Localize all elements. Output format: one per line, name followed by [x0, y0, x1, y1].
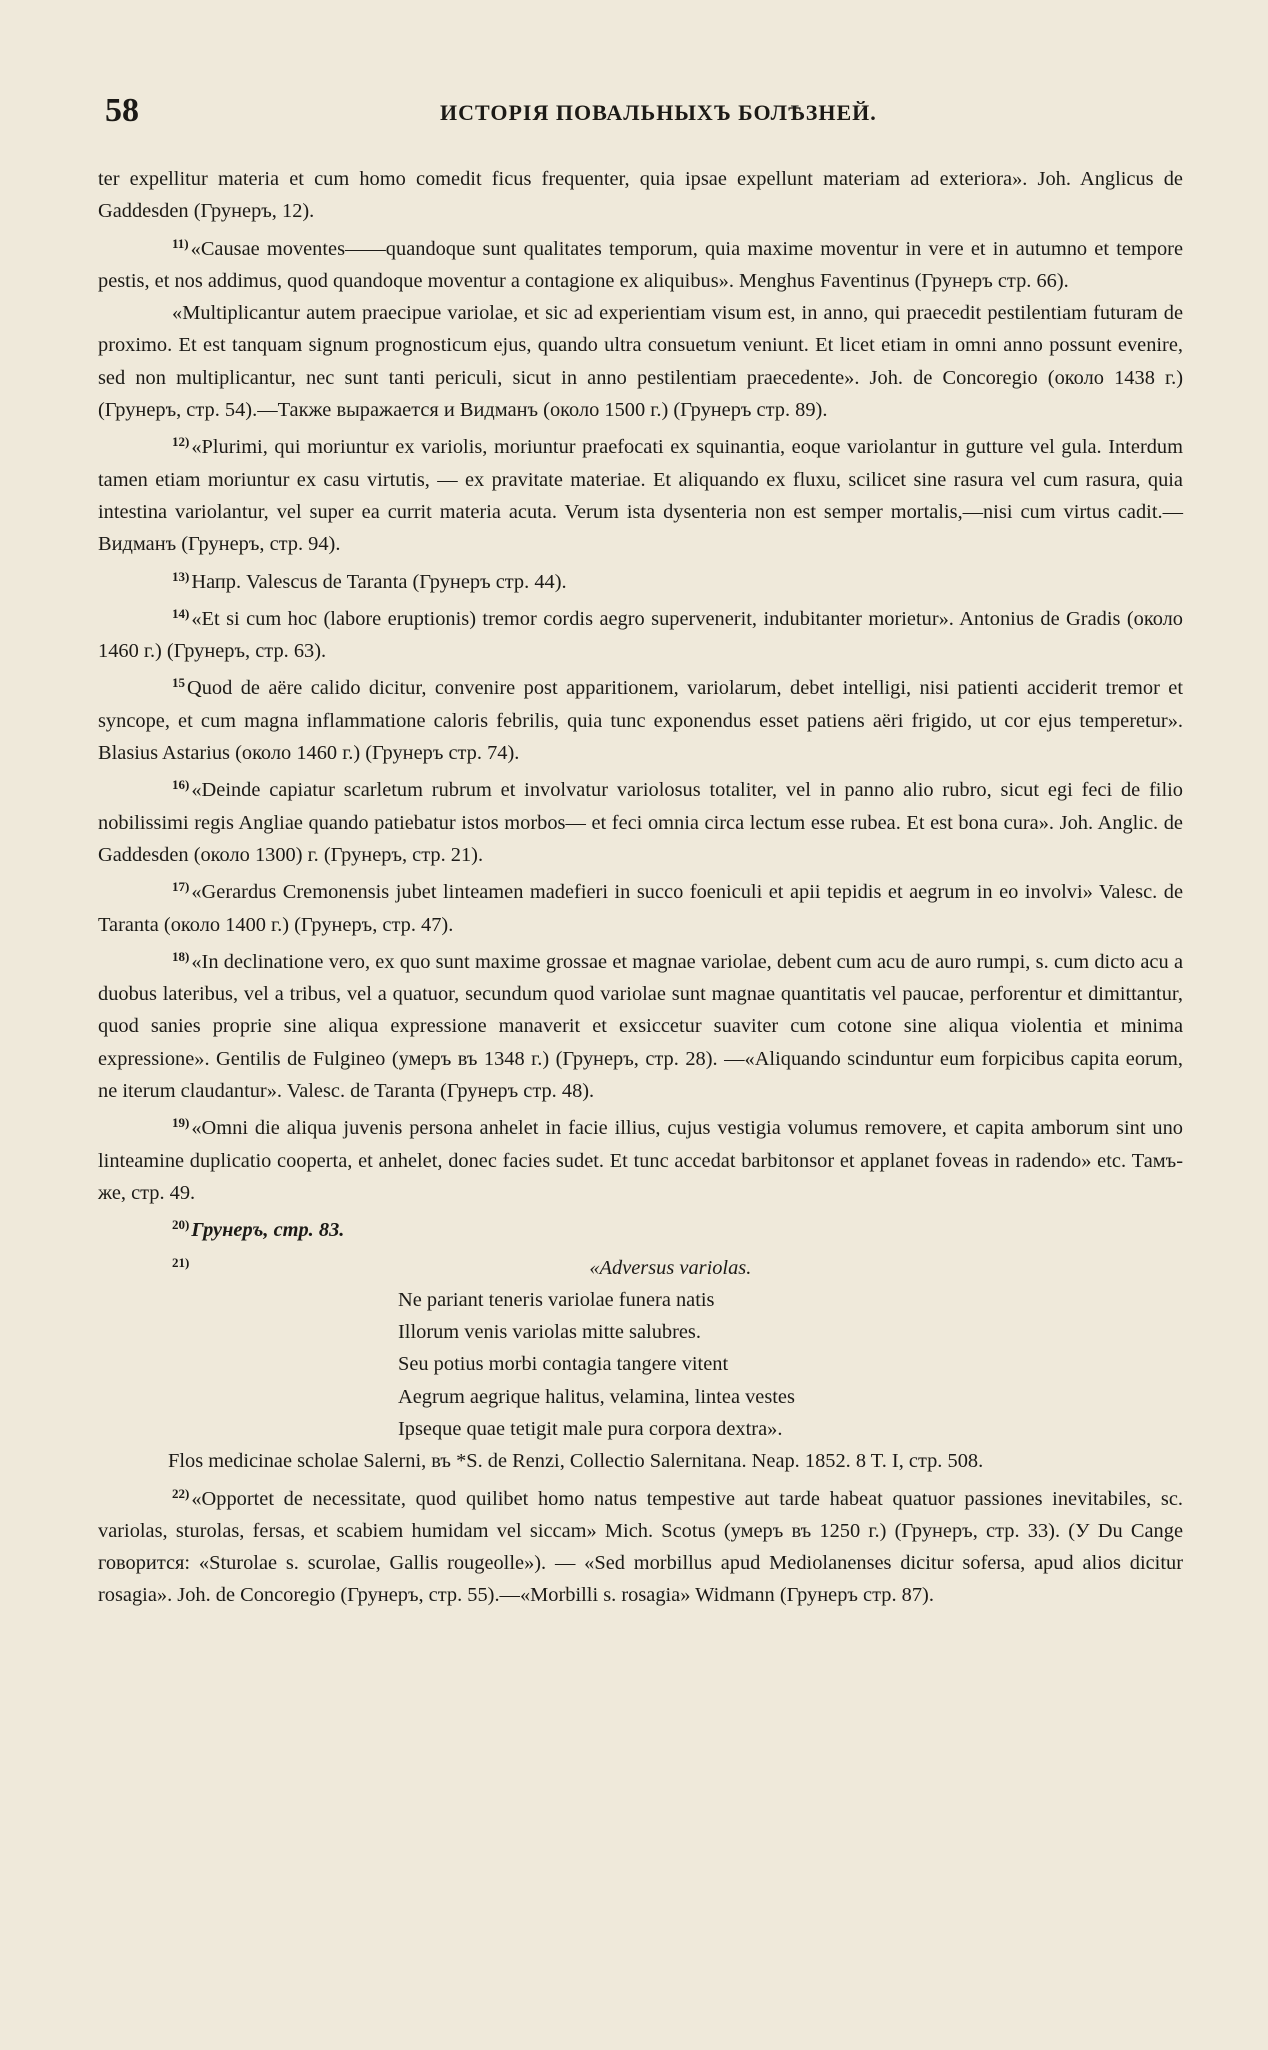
poem-verse-1: Ne pariant teneris variolae funera natis [398, 1288, 715, 1311]
page-number: 58 [105, 92, 139, 129]
poem-verse-3: Seu potius morbi contagia tangere vitent [398, 1353, 729, 1376]
poem-verse-2: Illorum venis variolas mitte salubres. [398, 1321, 701, 1344]
footnote-18: $^{18)}$«In declinatione vero, ex quo sunt maxime grossae et magnae variolae, debent cum acu de auro rumpi, s. cum dicto acu a duobus lateribus, vel a tribus, vel a quatuor, secundum quod variolae sunt magnae quantitatis vel paucae, perforentur et dimittantur, quod sanies proprie sine aliqua expressione manaverit et exsiccetur suaviter cum cotone sine aliqua violentia et minima expressione». Gentilis de Fulgineo (умеръ въ 1348 г.) (Грунеръ, стр. 28). —«Aliquando scinduntur eum forpicibus capita eorum, ne iterum claudantur». Valesc. de Taranta (Грунеръ стр. 48). [98, 948, 1183, 1103]
footnotes-body [98, 163, 1183, 1612]
footnote-mark: 11) [172, 235, 189, 251]
footnote-12: $^{12)}$«Plurimi, qui moriuntur ex variolis, moriuntur praefocati ex squinantia, eoque variolantur in gutture vel gula. Interdum tamen etiam moriuntur ex casu virtutis, — ex pravitate materiae. Et aliquando ex fluxu, scilicet sine rasura vel cum rasura, quia intestina variolantur, vel super ea currit materia acuta. Verum ista dysenteria non est semper mortalis,—nisi cum virtus cadit.—Видманъ (Грунеръ, стр. 94). [98, 434, 1183, 556]
footnote-mark: 19) [172, 1115, 190, 1131]
footnote-20: $^{20)}$Грунеръ, стр. 83. [172, 1217, 345, 1242]
footnote-17: $^{17)}$«Gerardus Cremonensis jubet linteamen madefieri in succo foeniculi et apii tepidis et aegrum in eo involvi» Valesc. de Taranta (около 1400 г.) (Грунеръ, стр. 47). [98, 879, 1183, 936]
footnote-15: $^{15}$Quod de aëre calido dicitur, convenire post apparitionem, variolarum, debet intelligi, nisi patienti acciderit tremor et syncope, et cum magna inflammatione caloris febrilis, quia tunc exponendus esset patiens aëri frigido, ut cor ejus temperetur». Blasius Astarius (около 1460 г.) (Грунеръ стр. 74). [98, 675, 1183, 765]
footnote-mark: 17) [172, 879, 190, 895]
footnote-13: $^{13)}$Напр. Valescus de Taranta (Грунеръ стр. 44). [172, 568, 567, 593]
poem-verse-5: Ipseque quae tetigit male pura corpora dextra». [398, 1417, 783, 1440]
footnote-mark: 21) [172, 1254, 190, 1270]
footnote-mark: 20) [172, 1217, 190, 1233]
poem-verse-4: Aegrum aegrique halitus, velamina, lintea vestes [398, 1385, 795, 1408]
footnote-11-continued: «Multiplicantur autem praecipue variolae, et sic ad experientiam visum est, in anno, qui praecedit pestilentiam futuram de proximo. Et est tanquam signum prognosticum ejus, quando ultra consuetum veniunt. Et licet etiam in omni anno possunt evenire, sed non multiplicantur, nec sunt tanti periculi, sicut in anno pestilentiam praecedente». Joh. de Concoregio (около 1438 г.) (Грунеръ, стр. 54).—Также выражается и Видманъ (около 1500 г.) (Грунеръ стр. 89). [98, 302, 1183, 422]
poem-title: «Adversus variolas. [589, 1256, 752, 1279]
footnote-mark: 13) [172, 568, 190, 584]
footnote-16: $^{16)}$«Deinde capiatur scarletum rubrum et involvatur variolosus totaliter, vel in panno alio rubro, sicut egi feci de filio nobilissimi regis Angliae quando patiebatur istos morbos— et feci omnia circa lectum esse rubea. Et est bona cura». Joh. Anglic. de Gaddesden (около 1300) г. (Грунеръ, стр. 21). [98, 777, 1183, 866]
footnote-14: $^{14)}$«Et si cum hoc (labore eruptionis) tremor cordis aegro supervenerit, indubitanter morietur». Antonius de Gradis (около 1460 г.) (Грунеръ, стр. 63). [98, 605, 1183, 663]
footnote-mark: 16) [172, 777, 190, 793]
running-head: ИСТОРІЯ ПОВАЛЬНЫХЪ БОЛѢЗНЕЙ. [440, 100, 877, 125]
footnote-mark: 18) [172, 948, 190, 964]
page-header [105, 92, 1165, 142]
poem-source: Flos medicinae scholae Salerni, въ *S. de Renzi, Collectio Salernitana. Neap. 1852. 8 T. I, стр. 508. [168, 1450, 984, 1473]
footnote-21 [98, 1247, 1183, 1284]
footnote-continuation: ter expellitur materia et cum homo comedit ficus frequenter, quia ipsae expellunt materiam ad exteriora». Joh. Anglicus de Gaddesden (Грунеръ, 12). [98, 168, 1183, 223]
footnote-19: $^{19)}$«Omni die aliqua juvenis persona anhelet in facie illius, cujus vestigia volumus removere, et capita amborum sint uno linteamine duplicatio cooperta, et anhelet, donec facies sudet. Et tunc accedat barbitonsor et applanet foveas in radendo» etc. Тамъ-же, стр. 49. [98, 1115, 1183, 1204]
footnote-22: $^{22)}$«Opportet de necessitate, quod quilibet homo natus tempestive aut tarde habeat quatuor passiones inevitabiles, sc. variolas, sturolas, fersas, et scabiem humidam vel siccam» Mich. Scotus (умеръ въ 1250 г.) (Грунеръ, стр. 33). (У Du Cange говорится: «Sturolae s. scurolae, Gallis rougeolle»). — «Sed morbillus apud Mediolanenses dicitur sofersa, apud alios dicitur rosagia». Joh. de Concoregio (Грунеръ, стр. 55).—«Morbilli s. rosagia» Widmann (Грунеръ стр. 87). [98, 1485, 1183, 1607]
footnote-mark: 12) [172, 434, 190, 450]
footnote-mark: 22) [172, 1485, 190, 1501]
footnote-mark: 14) [172, 605, 190, 621]
footnote-mark: 15 [172, 675, 185, 691]
footnote-11: $^{11)}$«Causae moventes——quandoque sunt qualitates temporum, quia maxime moventur in vere et in autumno et tempore pestis, et nos addimus, quod quandoque moventur a contagione ex aliquibus». Menghus Faventinus (Грунеръ стр. 66). [98, 235, 1183, 292]
